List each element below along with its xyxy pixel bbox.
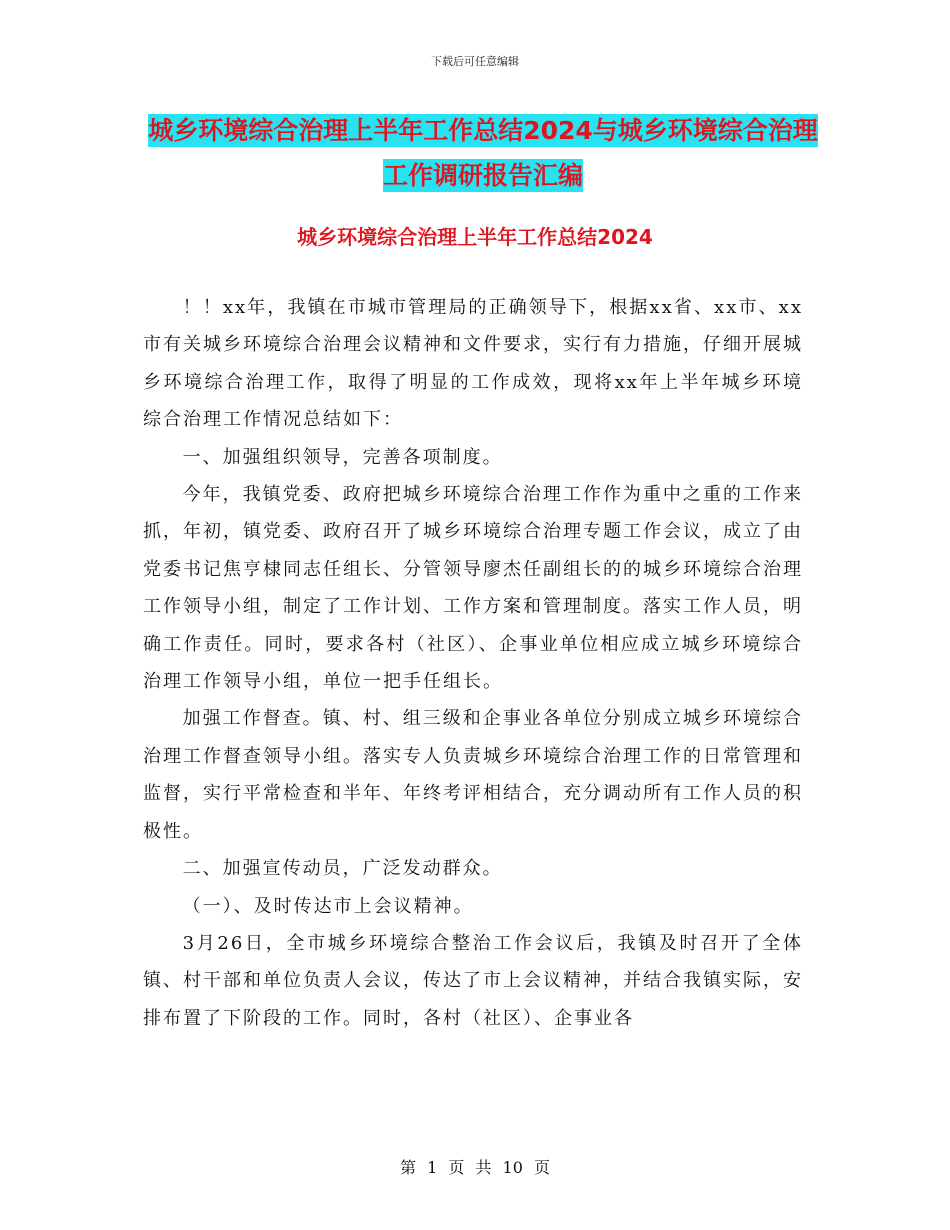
document-body — [143, 289, 803, 1037]
section-heading: 二、加强宣传动员，广泛发动群众。 — [182, 858, 503, 880]
document-title — [143, 108, 823, 198]
paragraph: 今年，我镇党委、政府把城乡环境综合治理工作作为重中之重的工作来抓，年初，镇党委、政府召开了城乡环境综合治理专题工作会议，成立了由党委书记焦亨棣同志任组长、分管领导廖杰任副组长的的城乡环境综合治理工作领导小组，制定了工作计划、工作方案和管理制度。落实工作人员，明确工作责任。同时，要求各村（社区）、企事业单位相应成立城乡环境综合治理工作领导小组，单位一把手任组长。 — [143, 484, 803, 693]
document-title-text: 城乡环境综合治理上半年工作总结2024与城乡环境综合治理工作调研报告汇编 — [148, 116, 818, 190]
header-note: 下载后可任意编辑 — [431, 55, 519, 68]
paragraph: 3月26日，全市城乡环境综合整治工作会议后，我镇及时召开了全体镇、村干部和单位负责人会议，传达了市上会议精神，并结合我镇实际，安排布置了下阶段的工作。同时，各村（社区）、企事业各 — [143, 932, 803, 1029]
section-subtitle: 城乡环境综合治理上半年工作总结2024 — [297, 225, 653, 249]
page-footer: 第 1 页 共 10 页 — [400, 1158, 550, 1177]
section-heading: 一、加强组织领导，完善各项制度。 — [182, 446, 503, 468]
subsection-heading: （一）、及时传达市上会议精神。 — [182, 895, 474, 917]
paragraph: ！！xx年，我镇在市城市管理局的正确领导下，根据xx省、xx市、xx市有关城乡环境综合治理会议精神和文件要求，实行有力措施，仔细开展城乡环境综合治理工作，取得了明显的工作成效，现将xx年上半年城乡环境综合治理工作情况总结如下： — [143, 297, 803, 431]
paragraph: 加强工作督查。镇、村、组三级和企事业各单位分别成立城乡环境综合治理工作督查领导小组。落实专人负责城乡环境综合治理工作的日常管理和监督，实行平常检查和半年、年终考评相结合，充分调动所有工作人员的积极性。 — [143, 708, 803, 842]
